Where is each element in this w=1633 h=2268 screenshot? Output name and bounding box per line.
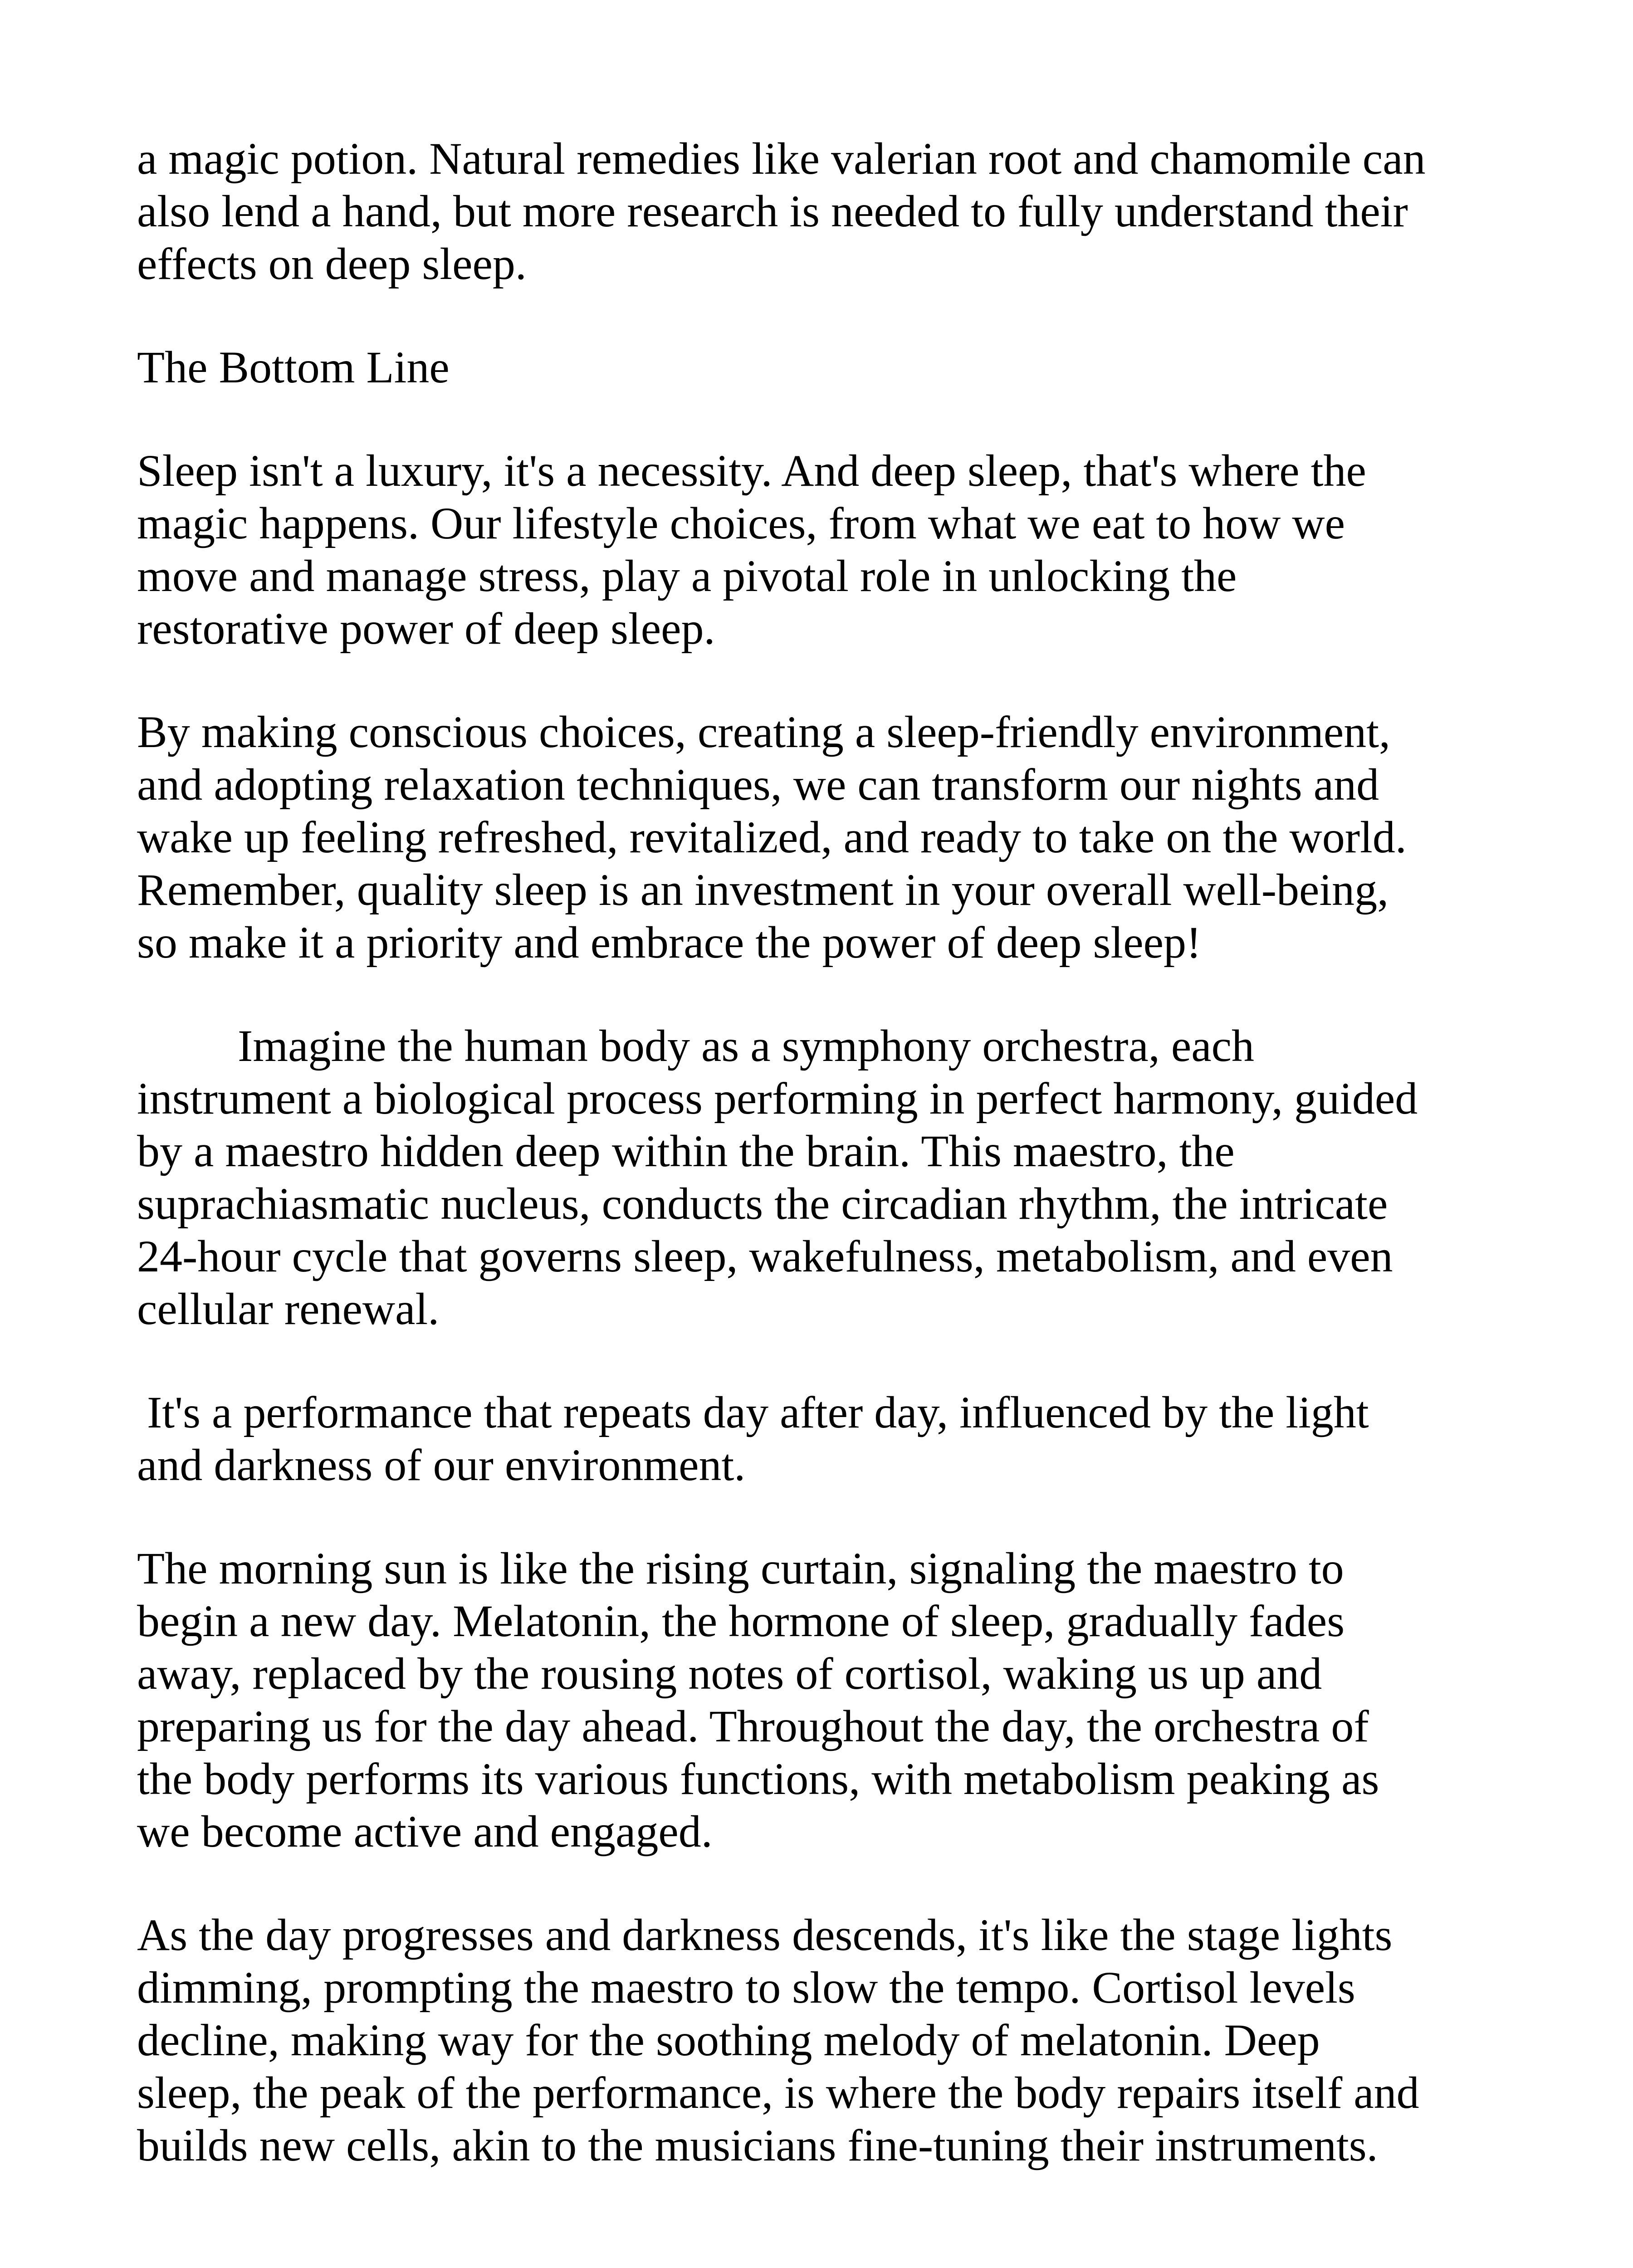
- text-line: also lend a hand, but more research is needed to fully understand their: [137, 186, 1408, 236]
- text-line: 24-hour cycle that governs sleep, wakefulness, metabolism, and even: [137, 1231, 1393, 1281]
- text-line: sleep, the peak of the performance, is where the body repairs itself and: [137, 2068, 1419, 2118]
- paragraph-symphony-orchestra: [137, 1020, 1443, 1335]
- text-line: by a maestro hidden deep within the brain. This maestro, the: [137, 1126, 1235, 1176]
- text-line: By making conscious choices, creating a sleep-friendly environment,: [137, 707, 1391, 757]
- paragraph-morning-sun: [137, 1542, 1443, 1858]
- text-line: preparing us for the day ahead. Throughout the day, the orchestra of: [137, 1701, 1369, 1751]
- text-line: the body performs its various functions, with metabolism peaking as: [137, 1754, 1379, 1804]
- text-line: dimming, prompting the maestro to slow the tempo. Cortisol levels: [137, 1962, 1355, 2013]
- text-line: we become active and engaged.: [137, 1806, 713, 1857]
- text-line: The morning sun is like the rising curtain, signaling the maestro to: [137, 1543, 1344, 1593]
- text-line: Sleep isn't a luxury, it's a necessity. And deep sleep, that's where the: [137, 445, 1366, 496]
- text-line: cellular renewal.: [137, 1284, 440, 1334]
- text-line: Remember, quality sleep is an investment in your overall well-being,: [137, 865, 1389, 915]
- text-line: so make it a priority and embrace the power of deep sleep!: [137, 917, 1202, 968]
- body-text: [137, 132, 1443, 2223]
- text-line: decline, making way for the soothing melody of melatonin. Deep: [137, 2015, 1320, 2065]
- text-line: magic happens. Our lifestyle choices, from what we eat to how we: [137, 498, 1345, 548]
- paragraph-darkness-descends: [137, 1909, 1443, 2172]
- paragraph-performance-repeats: [137, 1386, 1443, 1491]
- text-line: builds new cells, akin to the musicians fine-tuning their instruments.: [137, 2120, 1378, 2170]
- text-line: move and manage stress, play a pivotal role in unlocking the: [137, 551, 1237, 601]
- text-line: begin a new day. Melatonin, the hormone of sleep, gradually fades: [137, 1596, 1345, 1646]
- text-line: suprachiasmatic nucleus, conducts the circadian rhythm, the intricate: [137, 1178, 1388, 1229]
- text-line: effects on deep sleep.: [137, 239, 527, 289]
- text-line: and darkness of our environment.: [137, 1440, 746, 1490]
- text-line: As the day progresses and darkness descends, it's like the stage lights: [137, 1910, 1393, 1960]
- text-line: wake up feeling refreshed, revitalized, and ready to take on the world.: [137, 812, 1407, 862]
- section-heading-bottom-line: [137, 341, 1443, 394]
- text-line: The Bottom Line: [137, 342, 450, 392]
- text-line: and adopting relaxation techniques, we can transform our nights and: [137, 759, 1379, 810]
- text-line: It's a performance that repeats day after day, influenced by the light: [147, 1387, 1369, 1437]
- text-line: instrument a biological process performing in perfect harmony, guided: [137, 1073, 1418, 1124]
- paragraph-conscious-choices: [137, 706, 1443, 969]
- text-line: Imagine the human body as a symphony orchestra, each: [238, 1021, 1254, 1071]
- text-line: a magic potion. Natural remedies like valerian root and chamomile can: [137, 133, 1426, 184]
- paragraph-natural-remedies: [137, 132, 1443, 290]
- text-line: restorative power of deep sleep.: [137, 603, 715, 654]
- text-line: away, replaced by the rousing notes of cortisol, waking us up and: [137, 1648, 1322, 1699]
- paragraph-sleep-necessity: [137, 445, 1443, 655]
